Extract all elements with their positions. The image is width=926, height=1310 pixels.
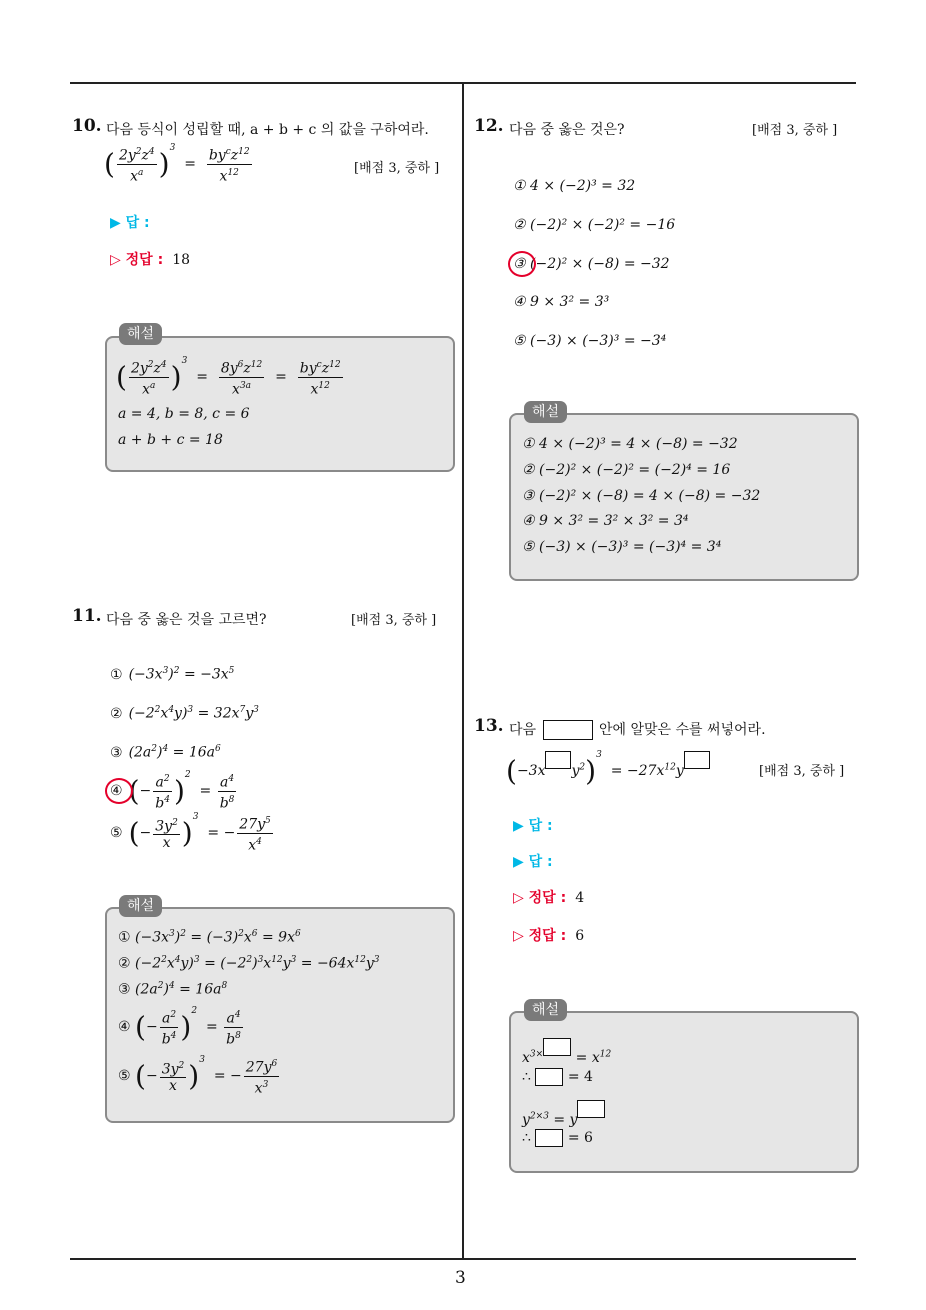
explanation-line-4: ∴ = 6 <box>522 1130 593 1146</box>
correct-value: 4 <box>575 890 585 906</box>
option-4[interactable]: ④ 9 × 3² = 3³ <box>513 294 610 310</box>
explanation-line-2: ∴ = 4 <box>522 1069 593 1085</box>
explanation-line-4: ④ (− $\frac{a^2}{b^4}$ )$^2$ = $\frac{a^4}{b^8}$ <box>118 1006 241 1048</box>
option-5[interactable]: ⑤ (− $\frac{3y^2}{x}$ )$^3$ = − $\frac{27y^5}{x^4}$ <box>110 812 271 854</box>
score-meta: [배점 3, 중하 ] <box>752 123 838 138</box>
question-text: 다음 중 옳은 것을 고르면? <box>106 612 267 628</box>
question-text-after: 안에 알맞은 수를 써넣어라. <box>598 722 766 738</box>
correct-answer <box>110 249 190 269</box>
correct-value: 18 <box>172 252 191 268</box>
explanation-line-1: ① $(-3x^3)^2 = (-3)^2x^6 = 9x^6$ <box>118 929 301 946</box>
explanation-blank <box>535 1129 563 1147</box>
explanation-line-5: ⑤ (− $\frac{3y^2}{x}$ )$^3$ = − $\frac{27y^6}{x^3}$ <box>118 1055 278 1097</box>
answer-blank <box>543 720 593 740</box>
option-5[interactable]: ⑤ (−3) × (−3)³ = −3⁴ <box>513 333 667 349</box>
explanation-tag: 해설 <box>119 323 162 345</box>
explanation-tag: 해설 <box>524 999 567 1021</box>
correct-label: ▷ 정답 : <box>110 252 164 268</box>
question-equation: ( $\frac{2y^2z^4}{x^a}$ )$^3$ = $\frac{by^cz^{12}}{x^{12}}$ <box>104 143 250 185</box>
explanation-tag: 해설 <box>119 895 162 917</box>
option-2[interactable]: ② (−2)² × (−2)² = −16 <box>513 217 676 233</box>
option-1[interactable]: ① 4 × (−2)³ = 32 <box>513 178 636 194</box>
explanation-line-1: ( $\frac{2y^2z^4}{x^a}$ )$^3$ = $\frac{8y^6z^{12}}{x^{3a}}$ = $\frac{by^cz^{12}}{x^{12}}$ <box>116 356 341 398</box>
option-1[interactable]: ① $(-3x^3)^2 = -3x^5$ <box>110 666 235 683</box>
bottom-rule <box>70 1258 856 1260</box>
explanation-line-1: ① 4 × (−2)³ = 4 × (−8) = −32 <box>522 436 738 452</box>
therefore-value: = 4 <box>567 1069 593 1085</box>
question-text: 다음 중 옳은 것은? <box>509 122 625 138</box>
option-3[interactable]: ③ (−2)² × (−8) = −32 <box>513 256 670 272</box>
correct-value: 6 <box>575 928 585 944</box>
explanation-line-2: ② $(-2^2x^4y)^3 = (-2^2)^3x^{12}y^3 = -64x^{12}y^3$ <box>118 955 380 972</box>
correct-answer-2 <box>513 925 584 945</box>
explanation-line-3: ③ (−2)² × (−8) = 4 × (−8) = −32 <box>522 488 761 504</box>
explanation-line-2: a = 4, b = 8, c = 6 <box>118 406 250 422</box>
question-number: 11. <box>72 606 102 626</box>
explanation-box <box>509 1011 859 1173</box>
explanation-line-5: ⑤ (−3) × (−3)³ = (−3)⁴ = 3⁴ <box>522 539 722 555</box>
option-3[interactable]: ③ $(2a^2)^4 = 16a^6$ <box>110 744 221 761</box>
answer-label-2: ▶ 답 : <box>513 854 553 870</box>
therefore-value: = 6 <box>567 1130 593 1146</box>
explanation-line-1: $x^{3\times} = x^{12}$ <box>522 1038 611 1066</box>
explanation-line-3: ③ $(2a^2)^4 = 16a^8$ <box>118 981 228 998</box>
explanation-blank <box>577 1100 605 1118</box>
score-meta: [배점 3, 중하 ] <box>351 613 437 628</box>
exponent-blank-1[interactable] <box>545 751 571 769</box>
explanation-line-4: ④ 9 × 3² = 3² × 3² = 3⁴ <box>522 513 689 529</box>
answer-label-1: ▶ 답 : <box>513 818 553 834</box>
question-text: 다음 등식이 성립할 때, a + b + c 의 값을 구하여라. <box>106 122 429 138</box>
question-text-before: 다음 <box>509 722 537 738</box>
question-number: 10. <box>72 116 102 136</box>
column-divider <box>462 83 464 1258</box>
question-number: 12. <box>474 116 504 136</box>
exponent-blank-2[interactable] <box>684 751 710 769</box>
explanation-blank <box>543 1038 571 1056</box>
question-text <box>509 719 766 740</box>
score-meta: [배점 3, 중하 ] <box>759 764 845 779</box>
explanation-tag: 해설 <box>524 401 567 423</box>
question-number: 13. <box>474 716 504 736</box>
explanation-blank <box>535 1068 563 1086</box>
option-4[interactable]: ④ (− $\frac{a^2}{b^4}$ )$^2$ = $\frac{a^4}{b^8}$ <box>110 770 235 812</box>
correct-answer-1 <box>513 887 584 907</box>
score-meta: [배점 3, 중하 ] <box>354 161 440 176</box>
explanation-line-3: $y^{2\times 3} = y$ <box>522 1100 605 1128</box>
explanation-line-3: a + b + c = 18 <box>118 432 223 448</box>
page-number: 3 <box>455 1268 466 1288</box>
correct-label: ▷ 정답 : <box>513 890 567 906</box>
answer-label: ▶ 답 : <box>110 215 150 231</box>
option-2[interactable]: ② $(-2^2x^4y)^3 = 32x^7y^3$ <box>110 705 259 722</box>
selected-answer-circle <box>508 251 536 277</box>
explanation-line-2: ② (−2)² × (−2)² = (−2)⁴ = 16 <box>522 462 731 478</box>
selected-answer-circle <box>105 778 133 804</box>
correct-label: ▷ 정답 : <box>513 928 567 944</box>
question-equation: (−3x $y^2)^3 = -27x^{12}y$ <box>506 750 710 788</box>
